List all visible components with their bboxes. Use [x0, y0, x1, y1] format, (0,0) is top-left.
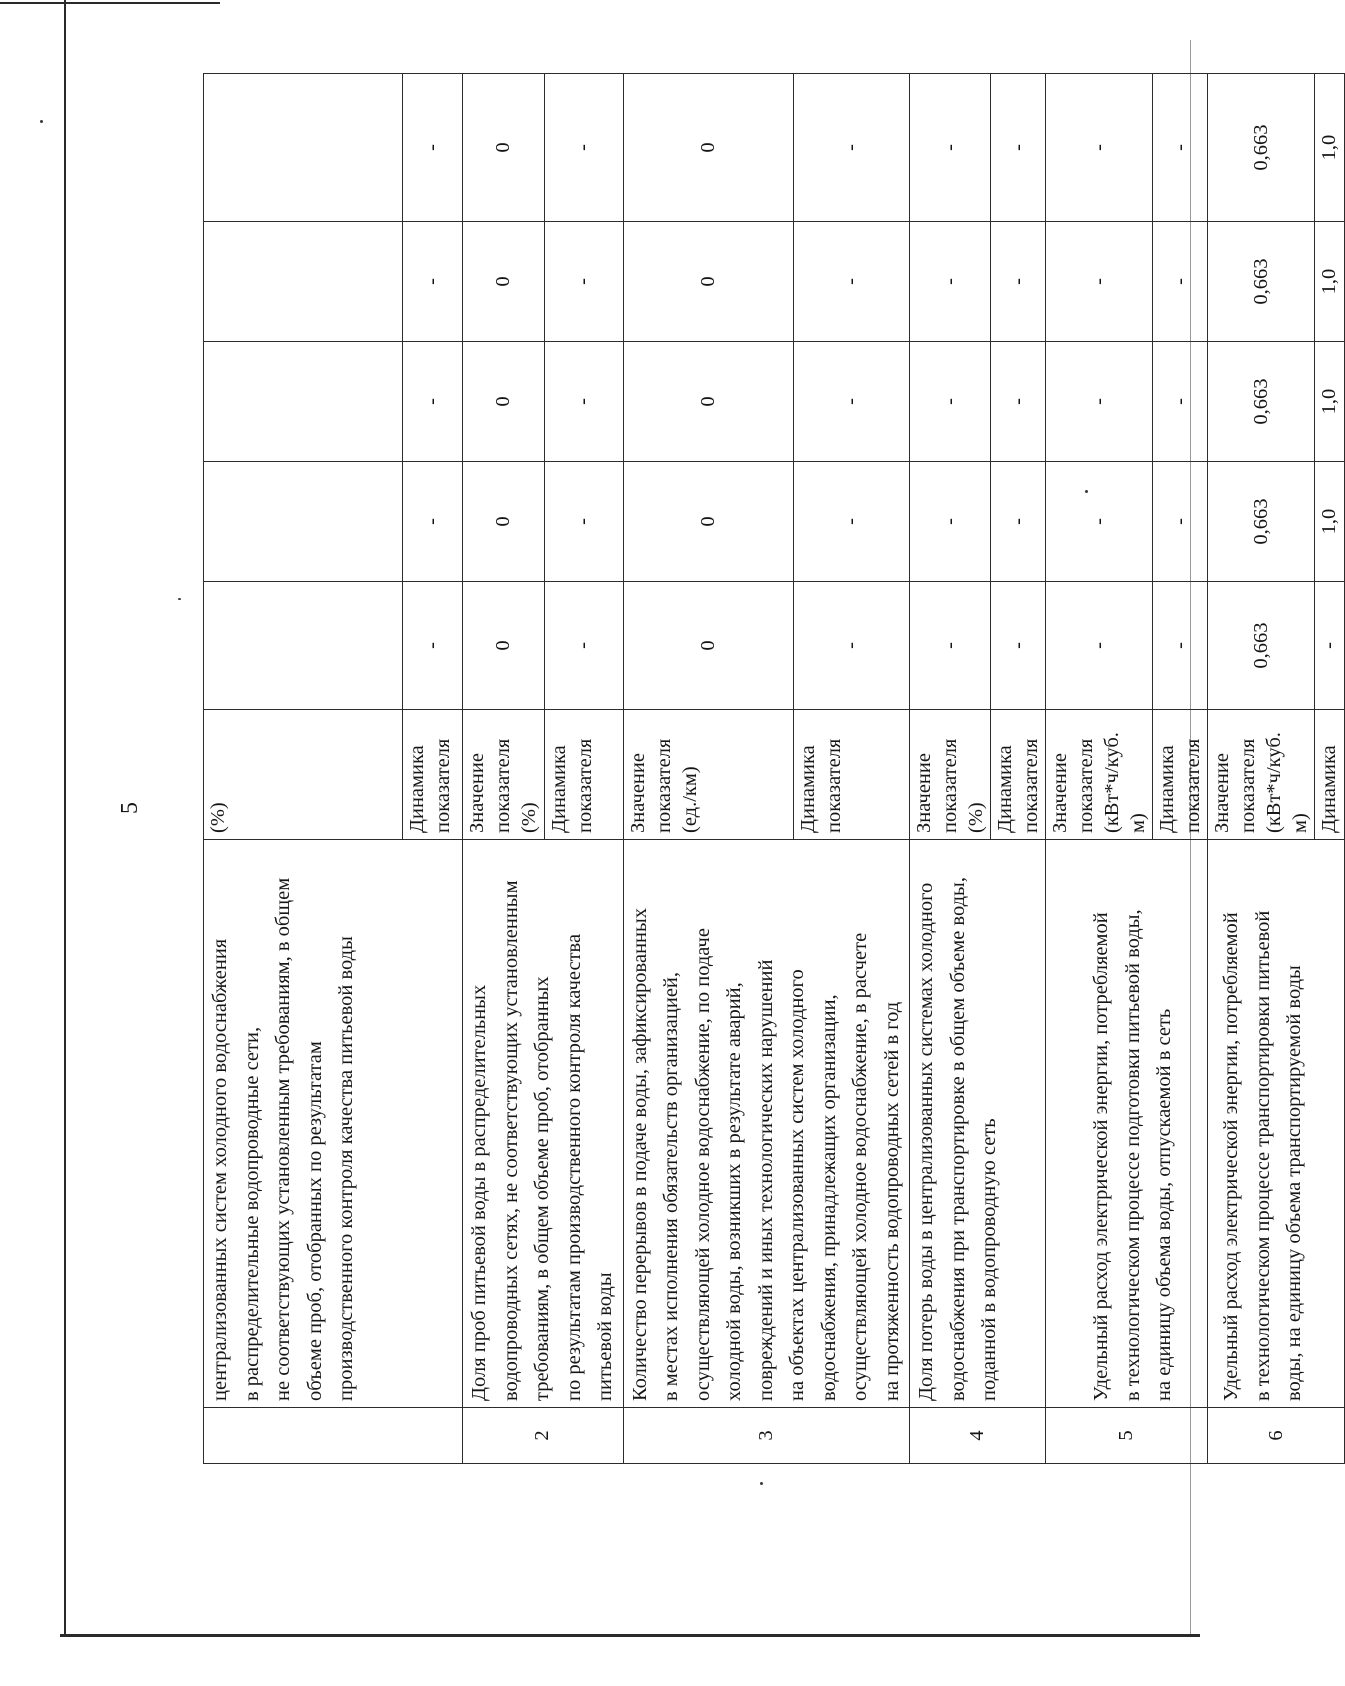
value-cell — [204, 582, 403, 710]
unit-line: Динамика — [1318, 745, 1340, 833]
indicator-text — [1046, 840, 1208, 1408]
indicator-line: Доля потерь воды в централизованных системах холодного — [915, 882, 937, 1401]
unit-line: Динамика — [548, 745, 571, 833]
indicator-text — [204, 840, 463, 1408]
value-cell: 0 — [623, 222, 794, 342]
indicator-line: холодной воды, возникших в результате аварий, — [723, 982, 745, 1401]
unit-line: (%) — [207, 802, 229, 833]
scan-frame-left — [64, 0, 66, 1636]
row-number: 3 — [623, 1408, 910, 1464]
indicator-line: водоснабжения при транспортировке в общем объеме воды, — [946, 877, 969, 1401]
value-cell: - — [910, 74, 991, 222]
indicator-line: объеме проб, отобранных по результатам — [303, 1041, 326, 1401]
value-cell: 1,0 — [1315, 462, 1345, 582]
unit-cell — [204, 710, 403, 840]
unit-line: Значение — [913, 753, 935, 833]
unit-cell — [910, 710, 991, 840]
unit-line: (кВт*ч/куб. м) — [1101, 732, 1149, 833]
value-cell: - — [794, 74, 910, 222]
indicator-line: водоснабжения, принадлежащих организации, — [817, 994, 840, 1401]
indicator-line: централизованных систем холодного водоснабжения — [209, 938, 231, 1401]
indicator-line: Удельный расход электрической энергии, потребляемой — [1220, 912, 1242, 1401]
indicator-line: воды, на единицу объема транспортируемой воды — [1283, 965, 1305, 1401]
value-cell: - — [1046, 222, 1153, 342]
value-cell: 0,663 — [1208, 74, 1315, 222]
unit-line: показателя — [1020, 738, 1042, 833]
value-cell: 0,663 — [1208, 462, 1315, 582]
indicator-line: требованиям, в общем объеме проб, отобранных — [531, 976, 553, 1401]
indicator-line: производственного контроля качества питьевой воды — [335, 936, 357, 1401]
table-row — [463, 74, 545, 1464]
table-row — [204, 74, 403, 1464]
indicator-line: в технологическом процессе транспортировки питьевой — [1251, 910, 1274, 1401]
indicator-line: питьевой воды — [594, 1272, 616, 1401]
value-cell: 1,0 — [1315, 74, 1345, 222]
value-cell: - — [403, 462, 463, 582]
unit-line: показателя — [1182, 738, 1204, 833]
unit-line: показателя — [432, 738, 454, 833]
indicator-line: на объектах централизованных систем холодного — [786, 969, 808, 1401]
unit-line: (кВт*ч/куб. м) — [1263, 732, 1311, 833]
indicator-text — [1208, 840, 1345, 1408]
value-cell: - — [403, 582, 463, 710]
value-cell: - — [545, 342, 623, 462]
indicator-line: на протяженность водопроводных сетей в год — [880, 1001, 903, 1401]
indicator-line: по результатам производственного контроля качества — [562, 933, 585, 1401]
value-cell: 0,663 — [1208, 582, 1315, 710]
indicator-line: водопроводных сетях, не соответствующих установленным — [499, 880, 522, 1401]
value-cell: - — [794, 462, 910, 582]
table-row — [1046, 74, 1153, 1464]
value-cell: - — [910, 582, 991, 710]
unit-line: (%) — [518, 802, 540, 833]
unit-line: показателя — [574, 738, 597, 833]
page-number: 5 — [117, 802, 143, 814]
value-cell: 1,0 — [1315, 222, 1345, 342]
table-row — [623, 74, 794, 1464]
unit-cell — [794, 710, 910, 840]
value-cell: 0 — [463, 342, 545, 462]
scan-speck — [760, 1482, 763, 1485]
indicators-table — [203, 73, 1345, 1464]
value-cell — [204, 74, 403, 222]
value-cell: - — [1153, 342, 1208, 462]
unit-line: показателя — [492, 738, 514, 833]
indicator-line: в технологическом процессе подготовки питьевой воды, — [1121, 909, 1144, 1401]
unit-line: показателя — [823, 738, 846, 833]
value-cell — [204, 222, 403, 342]
scan-speck — [178, 598, 181, 600]
unit-line: Значение — [466, 753, 488, 833]
value-cell: - — [1153, 222, 1208, 342]
value-cell: - — [991, 582, 1046, 710]
row-number — [204, 1408, 463, 1464]
value-cell: 0 — [463, 222, 545, 342]
value-cell: - — [545, 582, 623, 710]
value-cell: - — [1153, 74, 1208, 222]
unit-cell — [403, 710, 463, 840]
value-cell: - — [991, 342, 1046, 462]
value-cell: - — [991, 462, 1046, 582]
value-cell: - — [403, 222, 463, 342]
value-cell: - — [1315, 582, 1345, 710]
value-cell — [204, 342, 403, 462]
unit-line: Динамика — [994, 745, 1016, 833]
unit-line: (ед./км) — [678, 766, 701, 833]
scan-frame-bottom — [60, 1634, 1200, 1637]
unit-cell — [463, 710, 545, 840]
indicator-text — [910, 840, 1046, 1408]
value-cell: 0 — [623, 462, 794, 582]
unit-line: Динамика — [1156, 745, 1178, 833]
indicator-line: в местах исполнения обязательств организацией, — [660, 971, 682, 1401]
unit-cell — [1208, 710, 1315, 840]
unit-line: показателя (%) — [939, 738, 987, 833]
unit-cell — [1153, 710, 1208, 840]
value-cell: - — [1046, 74, 1153, 222]
indicator-text — [623, 840, 910, 1408]
indicator-line: повреждений и иных технологических нарушений — [754, 959, 777, 1401]
value-cell: - — [545, 462, 623, 582]
value-cell — [204, 462, 403, 582]
unit-cell — [991, 710, 1046, 840]
unit-cell — [1046, 710, 1153, 840]
value-cell: - — [545, 74, 623, 222]
value-cell: 0 — [623, 74, 794, 222]
table-row — [910, 74, 991, 1464]
row-number: 6 — [1208, 1408, 1345, 1464]
unit-line: показателя — [1075, 738, 1097, 833]
value-cell: - — [991, 74, 1046, 222]
indicator-line: в распределительные водопроводные сети, — [240, 1026, 263, 1401]
value-cell: - — [794, 222, 910, 342]
unit-line: Значение — [626, 753, 649, 833]
scan-frame-top — [0, 2, 220, 4]
indicator-line: осуществляющей холодное водоснабжение, по подаче — [691, 928, 714, 1401]
unit-line: Динамика — [406, 745, 428, 833]
value-cell: - — [1153, 462, 1208, 582]
unit-line: показателя — [652, 738, 675, 833]
indicator-text — [463, 840, 624, 1408]
value-cell: 0 — [463, 582, 545, 710]
value-cell: - — [1153, 582, 1208, 710]
value-cell: - — [794, 582, 910, 710]
value-cell: 0 — [623, 582, 794, 710]
value-cell: 0 — [463, 462, 545, 582]
value-cell: - — [910, 342, 991, 462]
value-cell: - — [991, 222, 1046, 342]
value-cell: 0 — [623, 342, 794, 462]
unit-line: Динамика — [797, 745, 820, 833]
unit-cell — [623, 710, 794, 840]
value-cell: - — [1046, 342, 1153, 462]
unit-cell — [545, 710, 623, 840]
value-cell: 1,0 — [1315, 342, 1345, 462]
value-cell: - — [910, 462, 991, 582]
value-cell: - — [794, 342, 910, 462]
value-cell: - — [1046, 462, 1153, 582]
unit-line: Значение — [1211, 753, 1233, 833]
row-number: 2 — [463, 1408, 624, 1464]
value-cell: - — [1046, 582, 1153, 710]
rotated-table-container — [203, 74, 1340, 1464]
indicator-line: Количество перерывов в подаче воды, зафиксированных — [628, 907, 651, 1401]
value-cell: - — [403, 74, 463, 222]
scan-speck — [40, 120, 43, 123]
row-number: 5 — [1046, 1408, 1208, 1464]
indicator-line: поданной в водопроводную сеть — [978, 1118, 1000, 1401]
value-cell: 0,663 — [1208, 342, 1315, 462]
unit-cell — [1315, 710, 1345, 840]
indicator-line: осуществляющей холодное водоснабжение, в расчете — [849, 932, 871, 1401]
value-cell: 0,663 — [1208, 222, 1315, 342]
indicator-line: Удельный расход электрической энергии, потребляемой — [1090, 912, 1112, 1401]
indicator-line: на единицу объема воды, отпускаемой в сеть — [1153, 1008, 1175, 1401]
value-cell: - — [910, 222, 991, 342]
table-row — [1208, 74, 1315, 1464]
value-cell: - — [545, 222, 623, 342]
unit-line: Значение — [1049, 753, 1071, 833]
value-cell: - — [403, 342, 463, 462]
indicator-line: не соответствующих установленным требованиям, в общем — [272, 877, 294, 1401]
indicator-line: Доля проб питьевой воды в распределительных — [468, 984, 490, 1401]
row-number: 4 — [910, 1408, 1046, 1464]
value-cell: 0 — [463, 74, 545, 222]
unit-line: показателя — [1237, 738, 1259, 833]
